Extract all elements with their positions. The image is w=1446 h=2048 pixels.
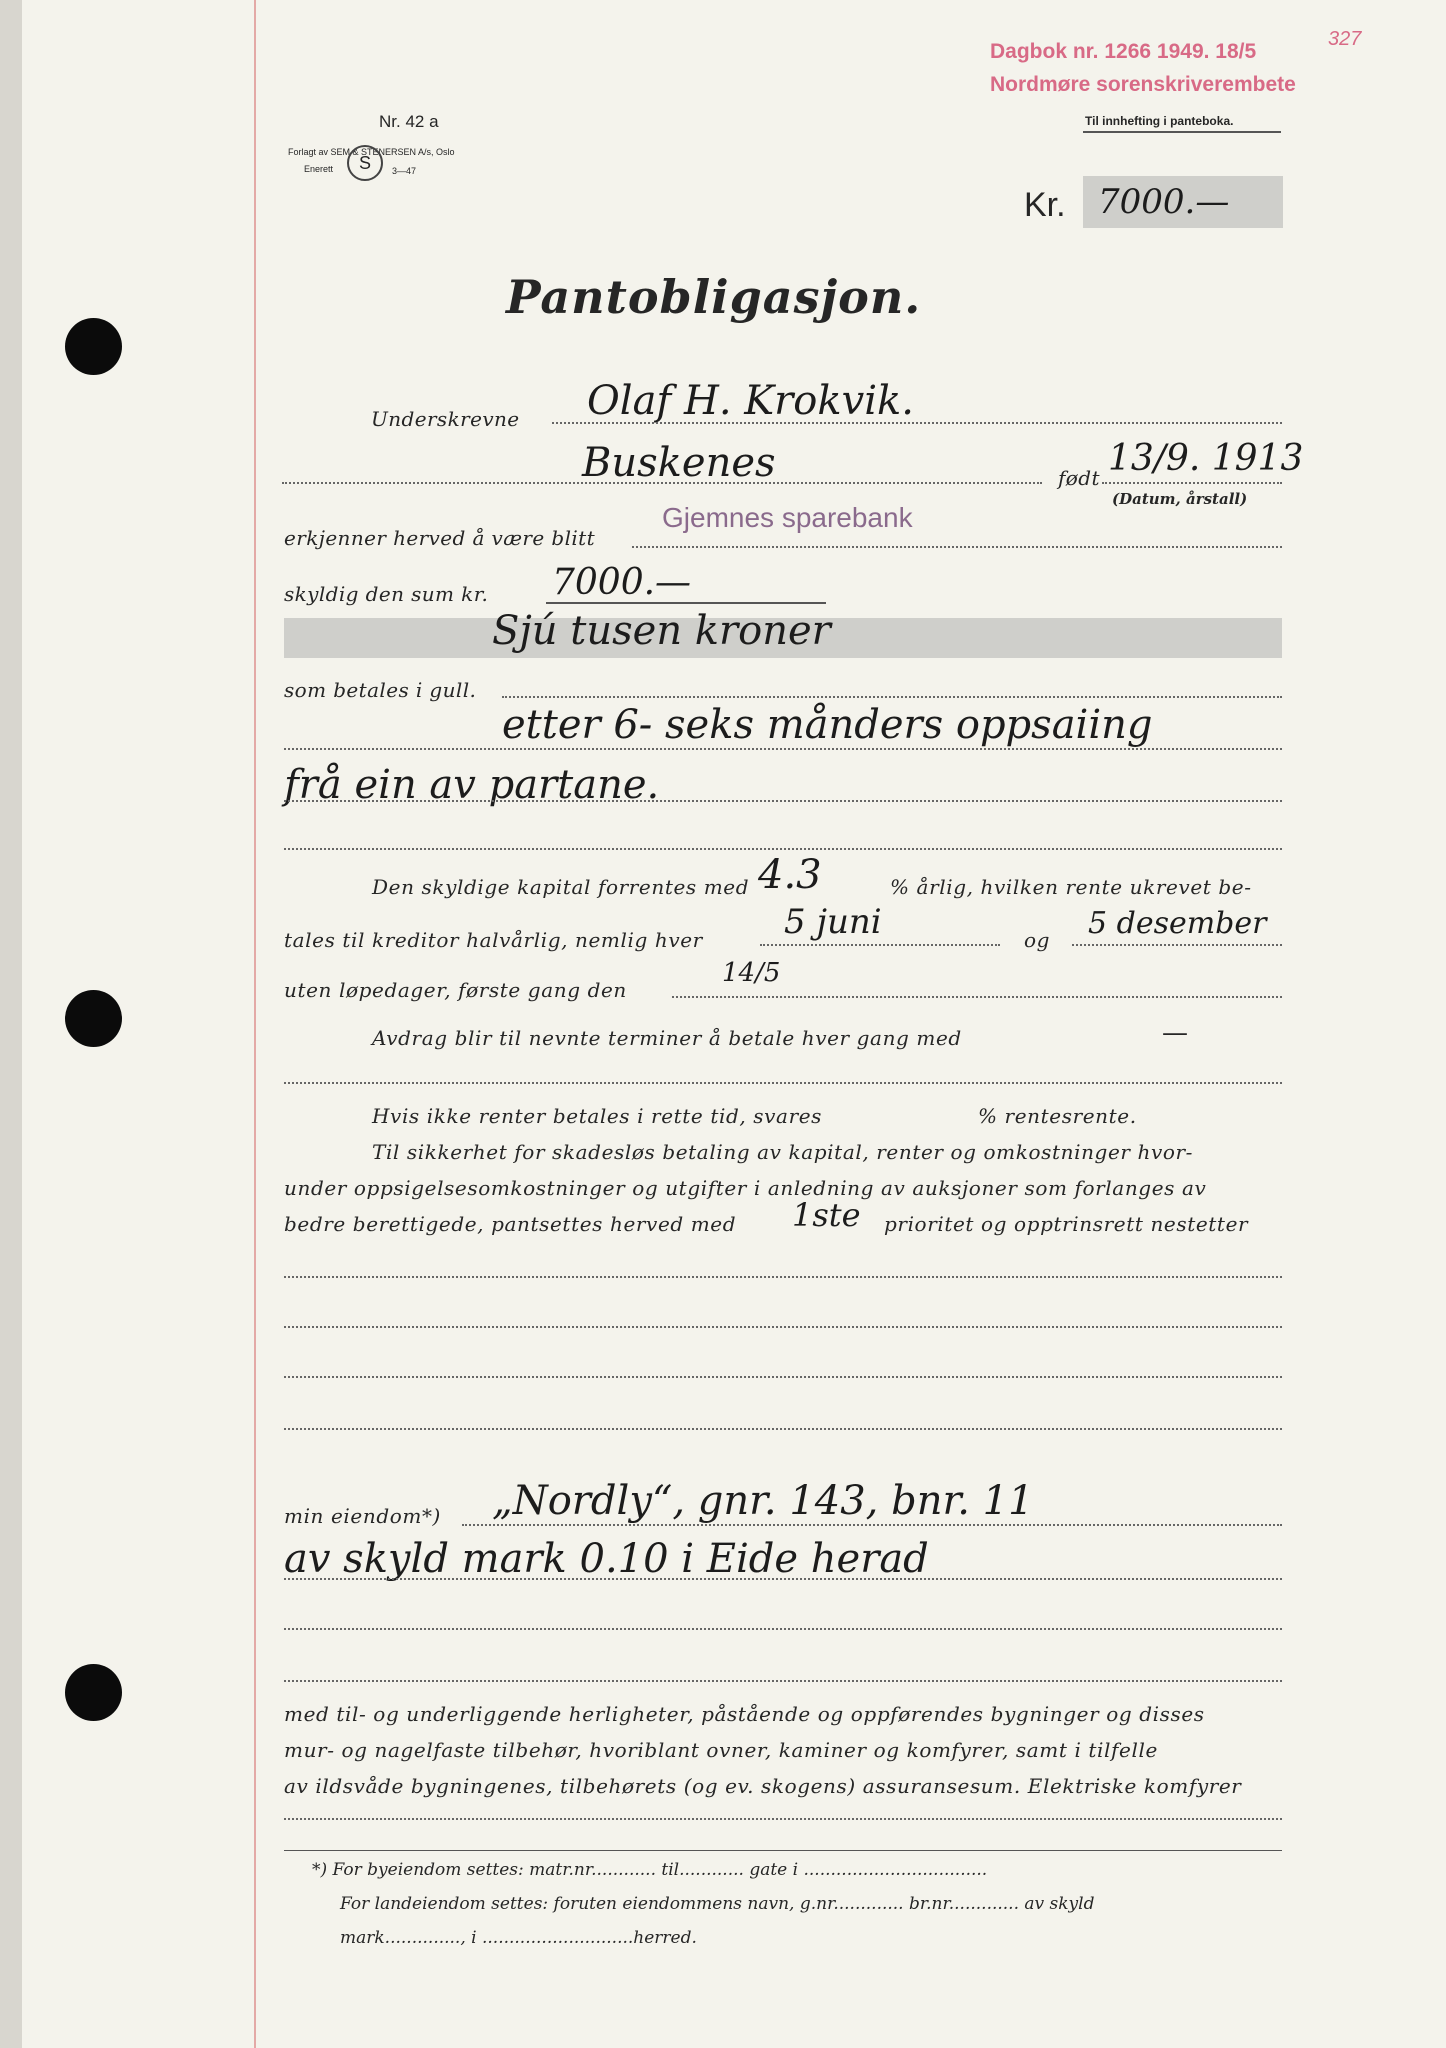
- dotted-line: [284, 1276, 1282, 1278]
- prioritet-value: 1ste: [792, 1196, 861, 1234]
- punch-hole: [65, 1664, 122, 1721]
- dotted-line: [1102, 482, 1282, 484]
- eiendom-label: min eiendom*): [284, 1504, 441, 1528]
- rente-text-b: % årlig, hvilken rente ukrevet be-: [890, 875, 1252, 899]
- dotted-line: [284, 848, 1282, 850]
- address-value: Buskenes: [582, 440, 776, 486]
- og-label: og: [1024, 928, 1051, 952]
- dotted-line: [284, 1428, 1282, 1430]
- filing-note-underline: [1083, 131, 1281, 133]
- footnote-line2: For landeiendom settes: foruten eiendommens navn, g.nr............. br.nr............. av skyld: [340, 1894, 1095, 1914]
- document-title: Pantobligasjon.: [506, 270, 922, 324]
- datum-hint: (Datum, årstall): [1112, 490, 1248, 508]
- dotted-line: [284, 1628, 1282, 1630]
- footnote-line3: mark.............., i ............................herred.: [340, 1928, 697, 1948]
- registry-stamp-line2: Nordmøre sorenskriverembete: [990, 73, 1296, 96]
- betales-label: som betales i gull.: [284, 678, 477, 702]
- sikkerhet-line3a: bedre berettigede, pantsettes herved med: [284, 1212, 737, 1236]
- fodt-label: født: [1058, 466, 1100, 490]
- sum-words-value: Sjú tusen kroner: [492, 608, 831, 654]
- publisher-date: 3—47: [392, 166, 417, 176]
- dotted-line: [552, 422, 1282, 424]
- rente-value: 4.3: [758, 852, 822, 898]
- hvis-text-b: % rentesrente.: [978, 1104, 1137, 1128]
- form-number: Nr. 42 a: [379, 112, 439, 131]
- sikkerhet-line2: under oppsigelsesomkostninger og utgifter i anledning av auksjoner som forlanges av: [284, 1176, 1207, 1200]
- dotted-line: [284, 1326, 1282, 1328]
- herlighet-line3: av ildsvåde bygningenes, tilbehørets (og ev. skogens) assuransesum. Elektriske komfyrer: [284, 1774, 1242, 1798]
- terms-line1: etter 6- seks månders oppsaiing: [502, 702, 1153, 748]
- dotted-line: [284, 1578, 1282, 1580]
- document-page: [22, 0, 1446, 2048]
- first-date-value: 14/5: [722, 958, 781, 988]
- herlighet-line2: mur- og nagelfaste tilbehør, hvoriblant ovner, kaminer og komfyrer, samt i tilfelle: [284, 1738, 1158, 1762]
- margin-rule: [254, 0, 256, 2048]
- amount-label: Kr.: [1024, 186, 1066, 224]
- publisher-line1: Forlagt av SEM & STENERSEN A/s, Oslo: [288, 147, 455, 157]
- dotted-line: [1072, 944, 1282, 946]
- herlighet-line1: med til- og underliggende herligheter, påstående og oppførendes bygninger og disses: [284, 1702, 1205, 1726]
- term-date-2: 5 desember: [1088, 906, 1267, 941]
- dotted-line: [284, 1376, 1282, 1378]
- terms-line2: frå ein av partane.: [284, 762, 660, 808]
- registry-stamp-line1: Dagbok nr. 1266 1949. 18/5: [990, 40, 1257, 63]
- dotted-line: [284, 1082, 1282, 1084]
- dotted-line: [284, 1818, 1282, 1820]
- skyldig-underline: [546, 602, 826, 604]
- dotted-line: [672, 996, 1282, 998]
- dotted-line: [760, 944, 1000, 946]
- sikkerhet-line1: Til sikkerhet for skadesløs betaling av kapital, renter og omkostninger hvor-: [372, 1140, 1194, 1164]
- term-date-1: 5 juni: [784, 902, 882, 942]
- hvis-text-a: Hvis ikke renter betales i rette tid, svares: [372, 1104, 823, 1128]
- rente-text-a: Den skyldige kapital forrentes med: [372, 875, 750, 899]
- page-number: 327: [1328, 28, 1362, 50]
- publisher-line2: Enerett: [304, 164, 334, 174]
- punch-hole: [65, 990, 122, 1047]
- filing-note: Til innhefting i panteboka.: [1085, 114, 1234, 128]
- fodt-value: 13/9. 1913: [1108, 438, 1304, 479]
- dotted-line: [282, 482, 1042, 484]
- dotted-line: [632, 546, 1282, 548]
- publisher-seal-icon: S: [347, 145, 383, 181]
- skyldig-value: 7000.—: [552, 562, 692, 603]
- erkjenner-label: erkjenner herved å være blitt: [284, 526, 596, 550]
- dotted-line: [462, 1524, 1282, 1526]
- skyldig-label: skyldig den sum kr.: [284, 582, 489, 606]
- eiendom-value2: av skyld mark 0.10 i Eide herad: [284, 1536, 929, 1582]
- bank-stamp: Gjemnes sparebank: [662, 502, 913, 533]
- sikkerhet-line3b: prioritet og opptrinsrett nestetter: [884, 1212, 1249, 1236]
- dotted-line: [284, 1680, 1282, 1682]
- footnote-line1: *) For byeiendom settes: matr.nr............ til............ gate i ..................................: [312, 1860, 988, 1880]
- underskrevne-label: Underskrevne: [371, 407, 520, 431]
- underskrevne-value: Olaf H. Krokvik.: [587, 378, 914, 424]
- dotted-line: [502, 696, 1282, 698]
- avdrag-value: —: [1162, 1018, 1188, 1048]
- avdrag-text: Avdrag blir til nevnte terminer å betale hver gang med: [372, 1026, 962, 1050]
- footnote-rule: [284, 1850, 1282, 1851]
- amount-value: 7000.—: [1098, 182, 1230, 222]
- dotted-line: [284, 748, 1282, 750]
- eiendom-value1: „Nordly“, gnr. 143, bnr. 11: [492, 1478, 1034, 1524]
- dotted-line: [284, 800, 1282, 802]
- punch-hole: [65, 318, 122, 375]
- lopedager-text: uten løpedager, første gang den: [284, 978, 627, 1002]
- halvaar-text: tales til kreditor halvårlig, nemlig hver: [284, 928, 703, 952]
